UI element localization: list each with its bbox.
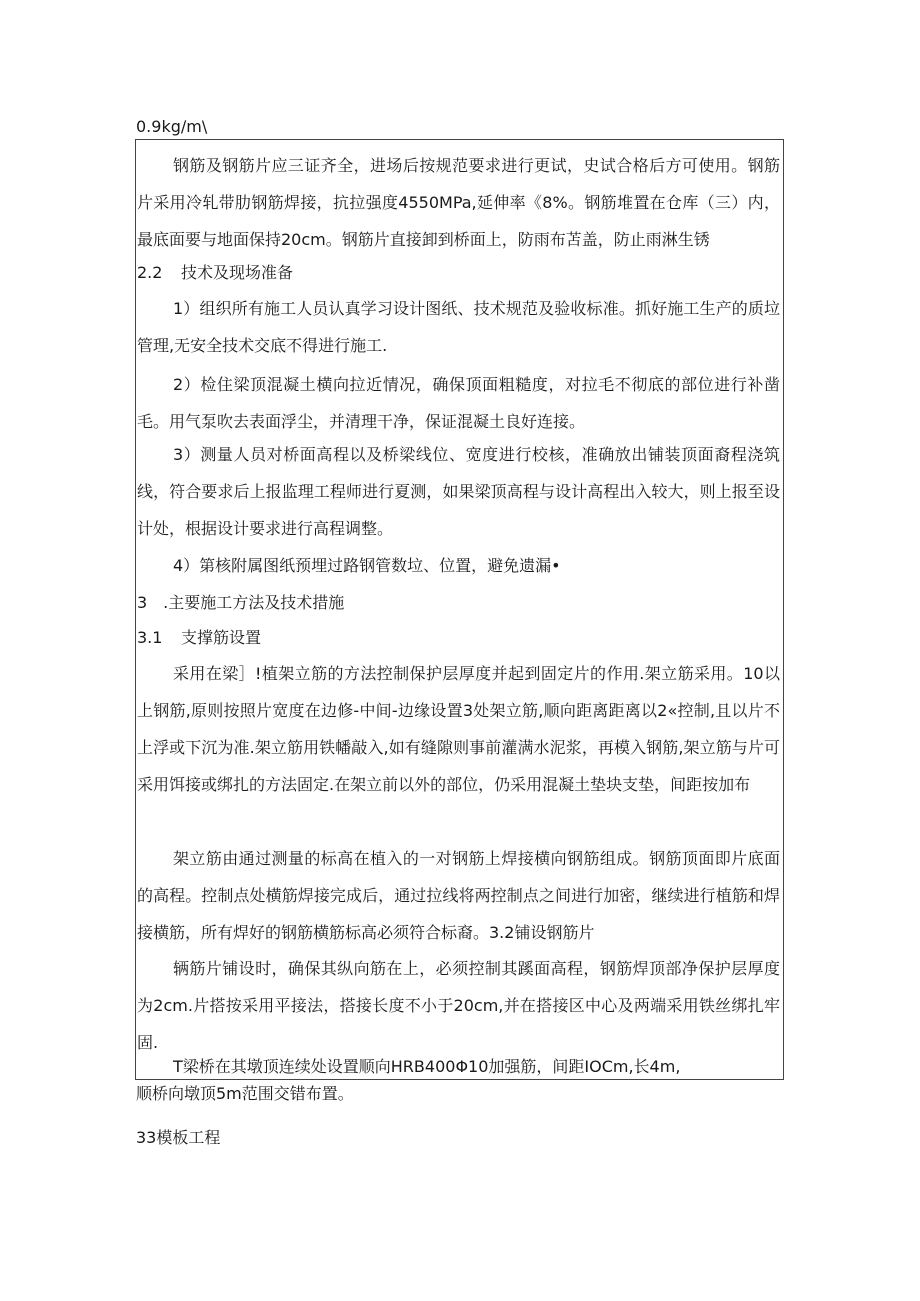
section-heading-3-1 [137, 626, 261, 650]
section-heading-3-3: 33模板工程 [136, 1128, 221, 1147]
top-text: 0.9kg∕m\ [136, 117, 208, 136]
paragraph-item-4: 4）第核附属图纸预埋过路钢管数垃、位置，避免遗漏• [173, 556, 561, 575]
paragraph-item-1: 1）组织所有施工人员认真学习设计图纸、技术规范及验收标准。抓好施工生产的质垃管理,无安全技术交底不得进行施工. [137, 299, 780, 355]
paragraph-mesh-laying: 辆筋片铺设时，确保其纵向筋在上，必须控制其蹊面高程，钢筋焊顶部净保护层厚度为2cm.片搭按采用平接法，搭接长度不小于20cm,并在搭接区中心及两端采用铁丝绑扎牢固. [137, 959, 780, 1052]
section-heading-2-2 [137, 261, 293, 285]
section-number: 3.1 [137, 628, 163, 647]
paragraph-steel-storage: 钢筋及钢筋片应三证齐全，进场后按规范要求进行更试，史试合格后方可使用。钢筋片采用冷轧带肋钢筋焊接，抗拉强度4550MPa,延伸率《8%。钢筋堆置在仓库（三）内，最底面要与地面保持20cm。钢筋片直接卸到桥面上，防雨布苫盖，防止雨淋生锈 [137, 156, 780, 249]
paragraph-tbeam-continued: 顺桥向墩顶5m范围交错布置。 [136, 1084, 354, 1103]
paragraph-tbeam-reinforcement: T梁桥在其墩顶连续处设置顺向HRB400Φ10加强筋，间距IOCm,长4m, [173, 1057, 681, 1076]
section-number: 2.2 [137, 263, 163, 282]
section-title: 技术及现场准备 [181, 263, 294, 282]
section-heading-3: 3 .主要施工方法及技术措施 [137, 593, 345, 612]
section-title: 支撑筋设置 [181, 628, 262, 647]
paragraph-support-bars: 采用在梁］!植架立筋的方法控制保护层厚度并起到固定片的作用.架立筋采用。10以上钢筋,原则按照片宽度在边修-中间-边缘设置3处架立筋,顺向距离距离以2«控制,且以片不上浮或下沉为准.架立筋用铁幡敲入,如有缝隙则事前灌满水泥浆，再模入钢筋,架立筋与片可采用饵接或绑扎的方法固定.在架立前以外的部位，仍采用混凝土垫块支垫，间距按加布 [137, 664, 780, 794]
paragraph-item-3: 3）测量人员对桥面高程以及桥梁线位、宽度进行校核，准确放出铺装顶面裔程浇筑线，符合要求后上报监理工程师进行夏测，如果梁顶高程与设计高程出入较大，则上报至设计处，根据设计要求进行高程调整。 [137, 445, 780, 538]
paragraph-item-2: 2）检住梁顶混凝土横向拉近情况，确保顶面粗糙度，对拉毛不彻底的部位进行补凿毛。用气泵吹去表面浮尘，并清理干净，保证混凝土良好连接。 [137, 375, 780, 431]
paragraph-control-points: 架立筋由通过测量的标高在植入的一对钢筋上焊接横向钢筋组成。钢筋顶面即片底面的高程。控制点处横筋焊接完成后，通过拉线将两控制点之间进行加密，继续进行植筋和焊接横筋，所有焊好的钢筋横筋标高必须符合标裔。3.2铺设钢筋片 [137, 849, 780, 942]
